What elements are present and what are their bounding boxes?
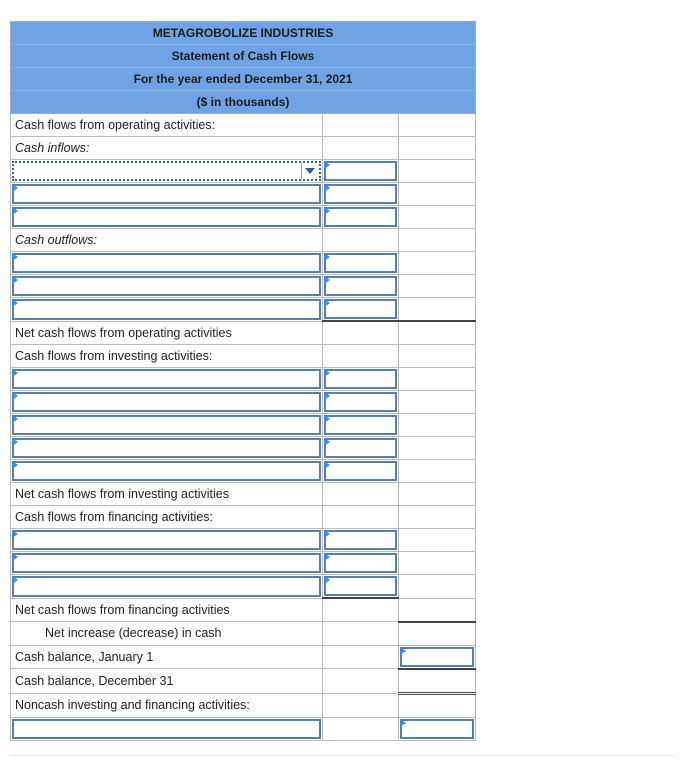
empty-cell xyxy=(399,391,476,414)
empty-cell xyxy=(399,693,476,717)
input-marker-icon xyxy=(12,184,18,192)
investing-item-select-3[interactable] xyxy=(11,414,323,437)
cash-january-input[interactable] xyxy=(399,645,476,669)
cash-inflows-label: Cash inflows: xyxy=(11,137,323,160)
input-marker-icon xyxy=(324,299,330,307)
empty-cell xyxy=(323,717,399,740)
input-marker-icon xyxy=(324,253,330,261)
financing-item-select-3[interactable] xyxy=(11,575,323,599)
empty-cell xyxy=(399,183,476,206)
input-marker-icon xyxy=(12,392,18,400)
empty-cell xyxy=(399,229,476,252)
outflow-item-select-1[interactable] xyxy=(11,252,323,275)
input-marker-icon xyxy=(400,647,406,655)
empty-cell xyxy=(399,460,476,483)
empty-cell xyxy=(399,437,476,460)
net-increase-total-cell xyxy=(399,622,476,646)
input-marker-icon xyxy=(324,576,330,584)
outflow-item-select-3[interactable] xyxy=(11,298,323,322)
outflow-amount-input-1[interactable] xyxy=(323,252,399,275)
input-marker-icon xyxy=(12,253,18,261)
investing-item-select-5[interactable] xyxy=(11,460,323,483)
empty-cell xyxy=(323,114,399,137)
input-marker-icon xyxy=(324,461,330,469)
statement-units: ($ in thousands) xyxy=(11,91,476,114)
input-marker-icon xyxy=(324,161,330,169)
cash-december-label: Cash balance, December 31 xyxy=(11,669,323,694)
input-marker-icon xyxy=(324,530,330,538)
net-investing-label: Net cash flows from investing activities xyxy=(11,483,323,506)
empty-cell xyxy=(399,114,476,137)
empty-cell xyxy=(399,506,476,529)
cash-flow-worksheet xyxy=(10,21,476,741)
input-marker-icon xyxy=(400,719,406,727)
chevron-down-icon[interactable] xyxy=(305,168,315,174)
input-marker-icon xyxy=(12,576,18,584)
input-marker-icon xyxy=(324,276,330,284)
input-marker-icon xyxy=(12,207,18,215)
cash-outflows-label: Cash outflows: xyxy=(11,229,323,252)
empty-cell xyxy=(399,552,476,575)
financing-activities-heading: Cash flows from financing activities: xyxy=(11,506,323,529)
empty-cell xyxy=(323,506,399,529)
inflow-item-select-3[interactable] xyxy=(11,206,323,229)
empty-cell xyxy=(399,137,476,160)
empty-cell xyxy=(399,160,476,183)
investing-amount-input-4[interactable] xyxy=(323,437,399,460)
input-marker-icon xyxy=(12,461,18,469)
input-marker-icon xyxy=(12,276,18,284)
noncash-amount-input[interactable] xyxy=(399,717,476,740)
empty-cell xyxy=(399,298,476,322)
empty-cell xyxy=(323,669,399,694)
operating-activities-heading: Cash flows from operating activities: xyxy=(11,114,323,137)
empty-cell xyxy=(323,345,399,368)
financing-amount-input-2[interactable] xyxy=(323,552,399,575)
investing-activities-heading: Cash flows from investing activities: xyxy=(11,345,323,368)
noncash-activities-label: Noncash investing and financing activities: xyxy=(11,693,323,717)
noncash-item-input[interactable] xyxy=(11,717,323,740)
empty-cell xyxy=(399,414,476,437)
outflow-amount-input-2[interactable] xyxy=(323,275,399,298)
input-marker-icon xyxy=(12,530,18,538)
investing-amount-input-1[interactable] xyxy=(323,368,399,391)
net-operating-subtotal-cell xyxy=(323,321,399,345)
financing-item-select-1[interactable] xyxy=(11,529,323,552)
investing-amount-input-5[interactable] xyxy=(323,460,399,483)
empty-cell xyxy=(399,368,476,391)
net-financing-subtotal-cell xyxy=(323,598,399,622)
input-marker-icon xyxy=(324,553,330,561)
net-investing-subtotal-cell xyxy=(323,483,399,506)
empty-cell xyxy=(323,645,399,669)
inflow-item-select-1[interactable] xyxy=(11,160,323,183)
investing-item-select-2[interactable] xyxy=(11,391,323,414)
empty-cell xyxy=(323,137,399,160)
input-marker-icon xyxy=(324,415,330,423)
input-marker-icon xyxy=(324,392,330,400)
divider xyxy=(10,755,675,756)
empty-cell xyxy=(399,529,476,552)
empty-cell xyxy=(399,275,476,298)
investing-item-select-1[interactable] xyxy=(11,368,323,391)
inflow-item-select-2[interactable] xyxy=(11,183,323,206)
cash-january-label: Cash balance, January 1 xyxy=(11,645,323,669)
input-marker-icon xyxy=(324,207,330,215)
input-marker-icon xyxy=(12,438,18,446)
empty-cell xyxy=(323,693,399,717)
inflow-amount-input-3[interactable] xyxy=(323,206,399,229)
outflow-item-select-2[interactable] xyxy=(11,275,323,298)
empty-cell xyxy=(399,575,476,599)
empty-cell xyxy=(323,622,399,646)
empty-cell xyxy=(399,252,476,275)
net-investing-total-cell xyxy=(399,483,476,506)
cash-flow-table xyxy=(10,21,476,741)
input-marker-icon xyxy=(12,415,18,423)
investing-item-select-4[interactable] xyxy=(11,437,323,460)
input-marker-icon xyxy=(324,369,330,377)
statement-title: Statement of Cash Flows xyxy=(11,45,476,68)
financing-amount-input-3[interactable] xyxy=(323,575,399,599)
financing-item-select-2[interactable] xyxy=(11,552,323,575)
input-marker-icon xyxy=(12,553,18,561)
investing-amount-input-3[interactable] xyxy=(323,414,399,437)
outflow-amount-input-3[interactable] xyxy=(323,298,399,322)
net-operating-label: Net cash flows from operating activities xyxy=(11,321,323,345)
net-increase-label: Net increase (decrease) in cash xyxy=(11,622,323,646)
net-operating-total-cell xyxy=(399,321,476,345)
input-marker-icon xyxy=(12,299,18,307)
cash-december-total-cell xyxy=(399,669,476,694)
inflow-amount-input-2[interactable] xyxy=(323,183,399,206)
statement-period: For the year ended December 31, 2021 xyxy=(11,68,476,91)
net-financing-label: Net cash flows from financing activities xyxy=(11,598,323,622)
empty-cell xyxy=(323,229,399,252)
input-marker-icon xyxy=(324,438,330,446)
financing-amount-input-1[interactable] xyxy=(323,529,399,552)
net-financing-total-cell xyxy=(399,598,476,622)
empty-cell xyxy=(399,206,476,229)
inflow-amount-input-1[interactable] xyxy=(323,160,399,183)
input-marker-icon xyxy=(12,369,18,377)
empty-cell xyxy=(399,345,476,368)
company-name: METAGROBOLIZE INDUSTRIES xyxy=(11,22,476,45)
input-marker-icon xyxy=(324,184,330,192)
investing-amount-input-2[interactable] xyxy=(323,391,399,414)
